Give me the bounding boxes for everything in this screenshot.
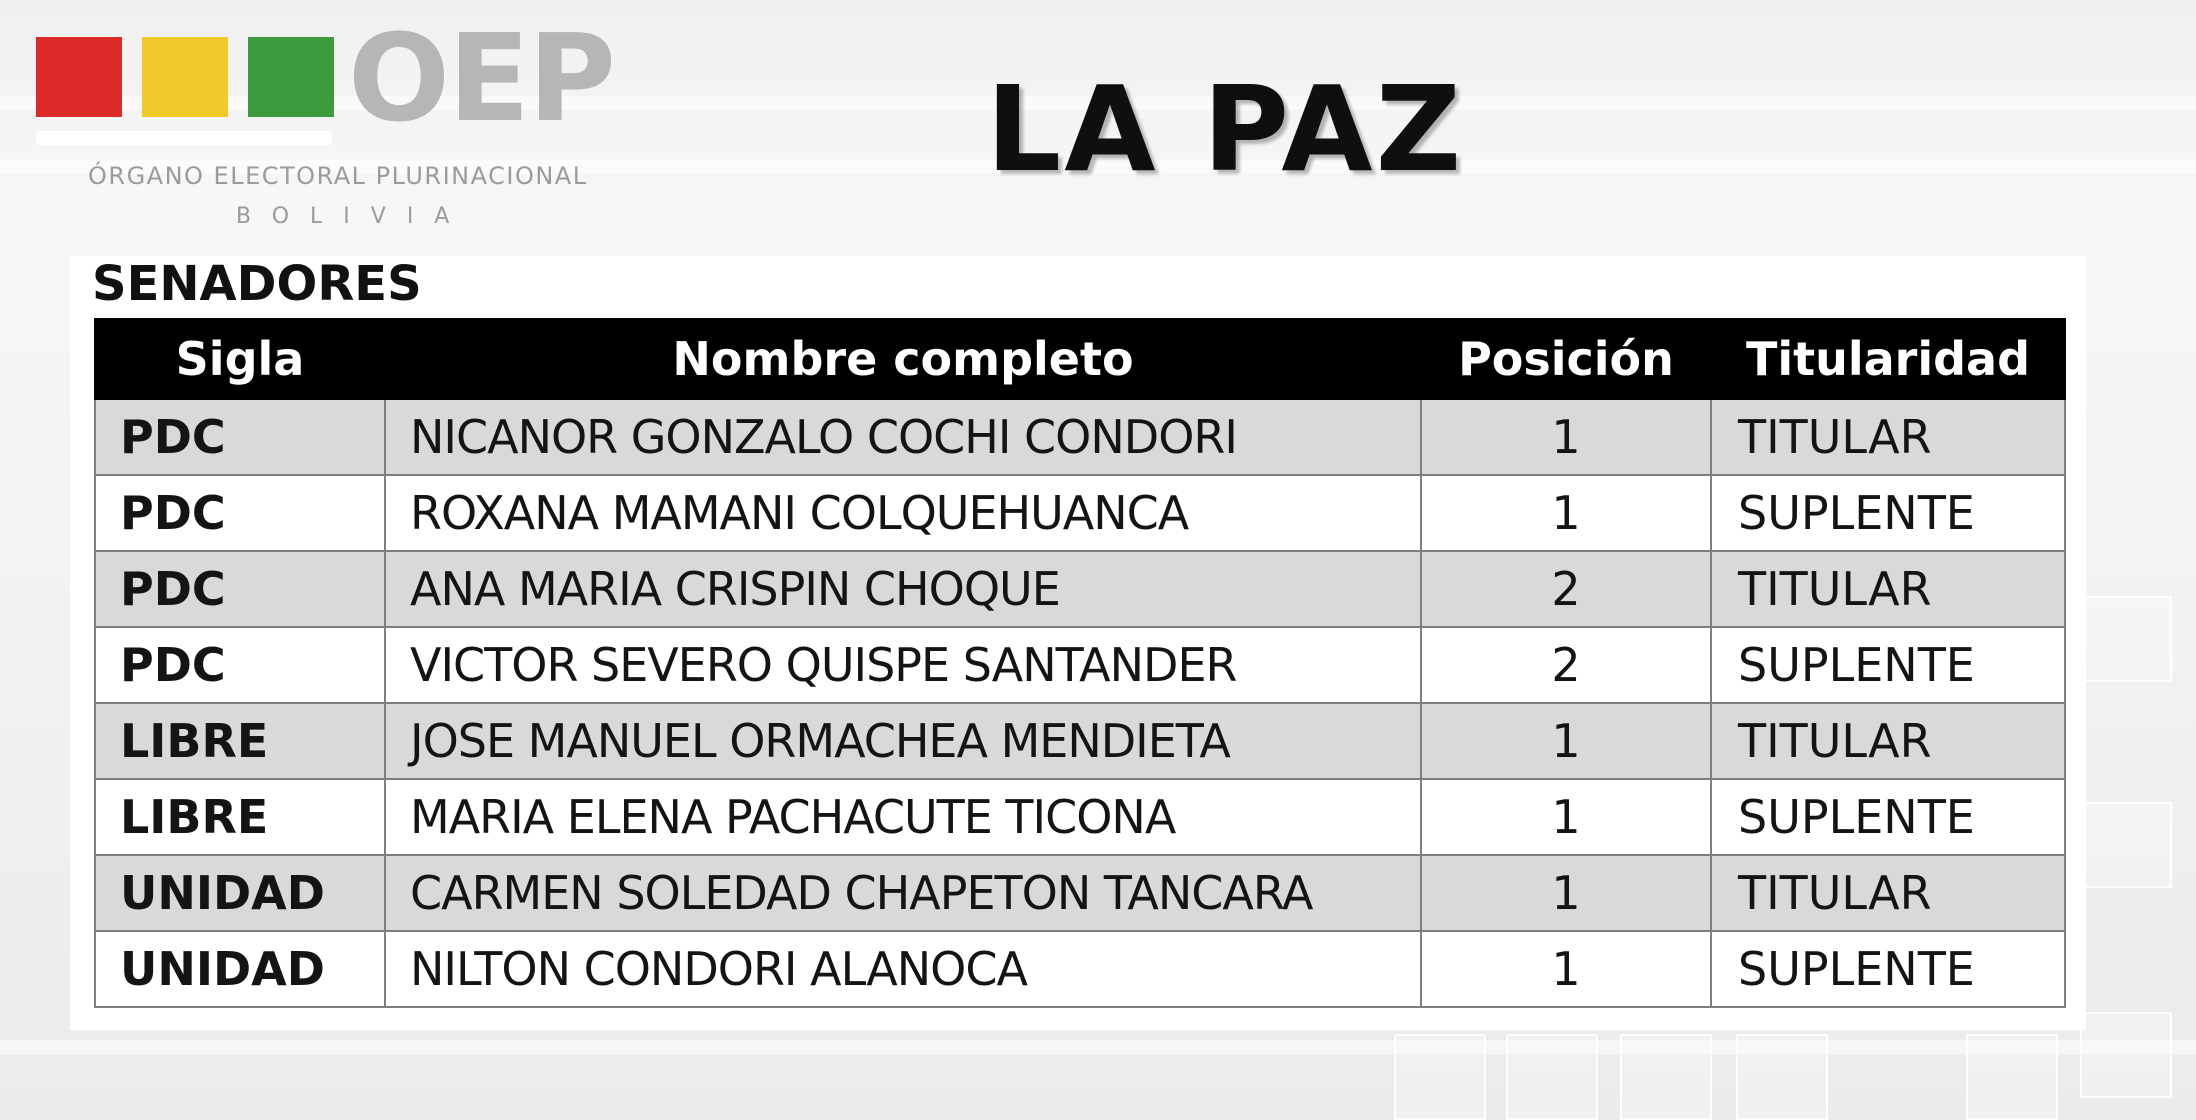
cell-nombre: VICTOR SEVERO QUISPE SANTANDER bbox=[385, 627, 1421, 703]
cell-sigla: PDC bbox=[95, 551, 385, 627]
cell-titularidad: SUPLENTE bbox=[1711, 475, 2065, 551]
cell-posicion: 1 bbox=[1421, 855, 1711, 931]
logo-red-square bbox=[36, 37, 122, 117]
cell-titularidad: SUPLENTE bbox=[1711, 931, 2065, 1007]
cell-nombre: CARMEN SOLEDAD CHAPETON TANCARA bbox=[385, 855, 1421, 931]
cell-titularidad: SUPLENTE bbox=[1711, 779, 2065, 855]
header-posicion: Posición bbox=[1421, 319, 1711, 399]
oep-logo bbox=[36, 10, 696, 234]
cell-sigla: PDC bbox=[95, 399, 385, 475]
logo-acronym: OEP bbox=[348, 10, 614, 149]
background-tile bbox=[1966, 1034, 2058, 1120]
background-tile bbox=[1620, 1034, 1712, 1120]
cell-sigla: UNIDAD bbox=[95, 931, 385, 1007]
table-row bbox=[95, 855, 2065, 931]
cell-posicion: 1 bbox=[1421, 931, 1711, 1007]
content-panel bbox=[70, 256, 2086, 1030]
background-tile bbox=[1736, 1034, 1828, 1120]
cell-titularidad: TITULAR bbox=[1711, 399, 2065, 475]
section-title: SENADORES bbox=[92, 256, 422, 312]
cell-posicion: 2 bbox=[1421, 551, 1711, 627]
cell-nombre: NILTON CONDORI ALANOCA bbox=[385, 931, 1421, 1007]
cell-posicion: 1 bbox=[1421, 779, 1711, 855]
cell-titularidad: TITULAR bbox=[1711, 855, 2065, 931]
cell-titularidad: TITULAR bbox=[1711, 703, 2065, 779]
table-row bbox=[95, 703, 2065, 779]
cell-posicion: 1 bbox=[1421, 703, 1711, 779]
background-tile bbox=[2080, 802, 2172, 888]
table-row bbox=[95, 779, 2065, 855]
cell-posicion: 2 bbox=[1421, 627, 1711, 703]
logo-country: BOLIVIA bbox=[236, 204, 471, 229]
background-tile bbox=[1394, 1034, 1486, 1120]
cell-nombre: NICANOR GONZALO COCHI CONDORI bbox=[385, 399, 1421, 475]
table-row bbox=[95, 627, 2065, 703]
cell-sigla: PDC bbox=[95, 475, 385, 551]
cell-sigla: LIBRE bbox=[95, 703, 385, 779]
logo-underline bbox=[36, 131, 332, 145]
cell-sigla: PDC bbox=[95, 627, 385, 703]
header-nombre: Nombre completo bbox=[385, 319, 1421, 399]
cell-nombre: MARIA ELENA PACHACUTE TICONA bbox=[385, 779, 1421, 855]
table-row bbox=[95, 399, 2065, 475]
page-title: LA PAZ bbox=[986, 60, 1465, 198]
cell-posicion: 1 bbox=[1421, 475, 1711, 551]
cell-posicion: 1 bbox=[1421, 399, 1711, 475]
cell-titularidad: SUPLENTE bbox=[1711, 627, 2065, 703]
table-row bbox=[95, 931, 2065, 1007]
cell-nombre: ROXANA MAMANI COLQUEHUANCA bbox=[385, 475, 1421, 551]
cell-sigla: LIBRE bbox=[95, 779, 385, 855]
header-titularidad: Titularidad bbox=[1711, 319, 2065, 399]
table-row bbox=[95, 551, 2065, 627]
cell-titularidad: TITULAR bbox=[1711, 551, 2065, 627]
logo-green-square bbox=[248, 37, 334, 117]
background-stripe bbox=[0, 1040, 2196, 1054]
cell-nombre: JOSE MANUEL ORMACHEA MENDIETA bbox=[385, 703, 1421, 779]
background-tile bbox=[2080, 596, 2172, 682]
background-tile bbox=[2080, 1012, 2172, 1098]
cell-sigla: UNIDAD bbox=[95, 855, 385, 931]
logo-organization-name: ÓRGANO ELECTORAL PLURINACIONAL bbox=[88, 162, 588, 190]
logo-yellow-square bbox=[142, 37, 228, 117]
candidates-table bbox=[94, 318, 2066, 1008]
table-row bbox=[95, 475, 2065, 551]
cell-nombre: ANA MARIA CRISPIN CHOQUE bbox=[385, 551, 1421, 627]
table-header-row bbox=[95, 319, 2065, 399]
header-sigla: Sigla bbox=[95, 319, 385, 399]
background-tile bbox=[1506, 1034, 1598, 1120]
